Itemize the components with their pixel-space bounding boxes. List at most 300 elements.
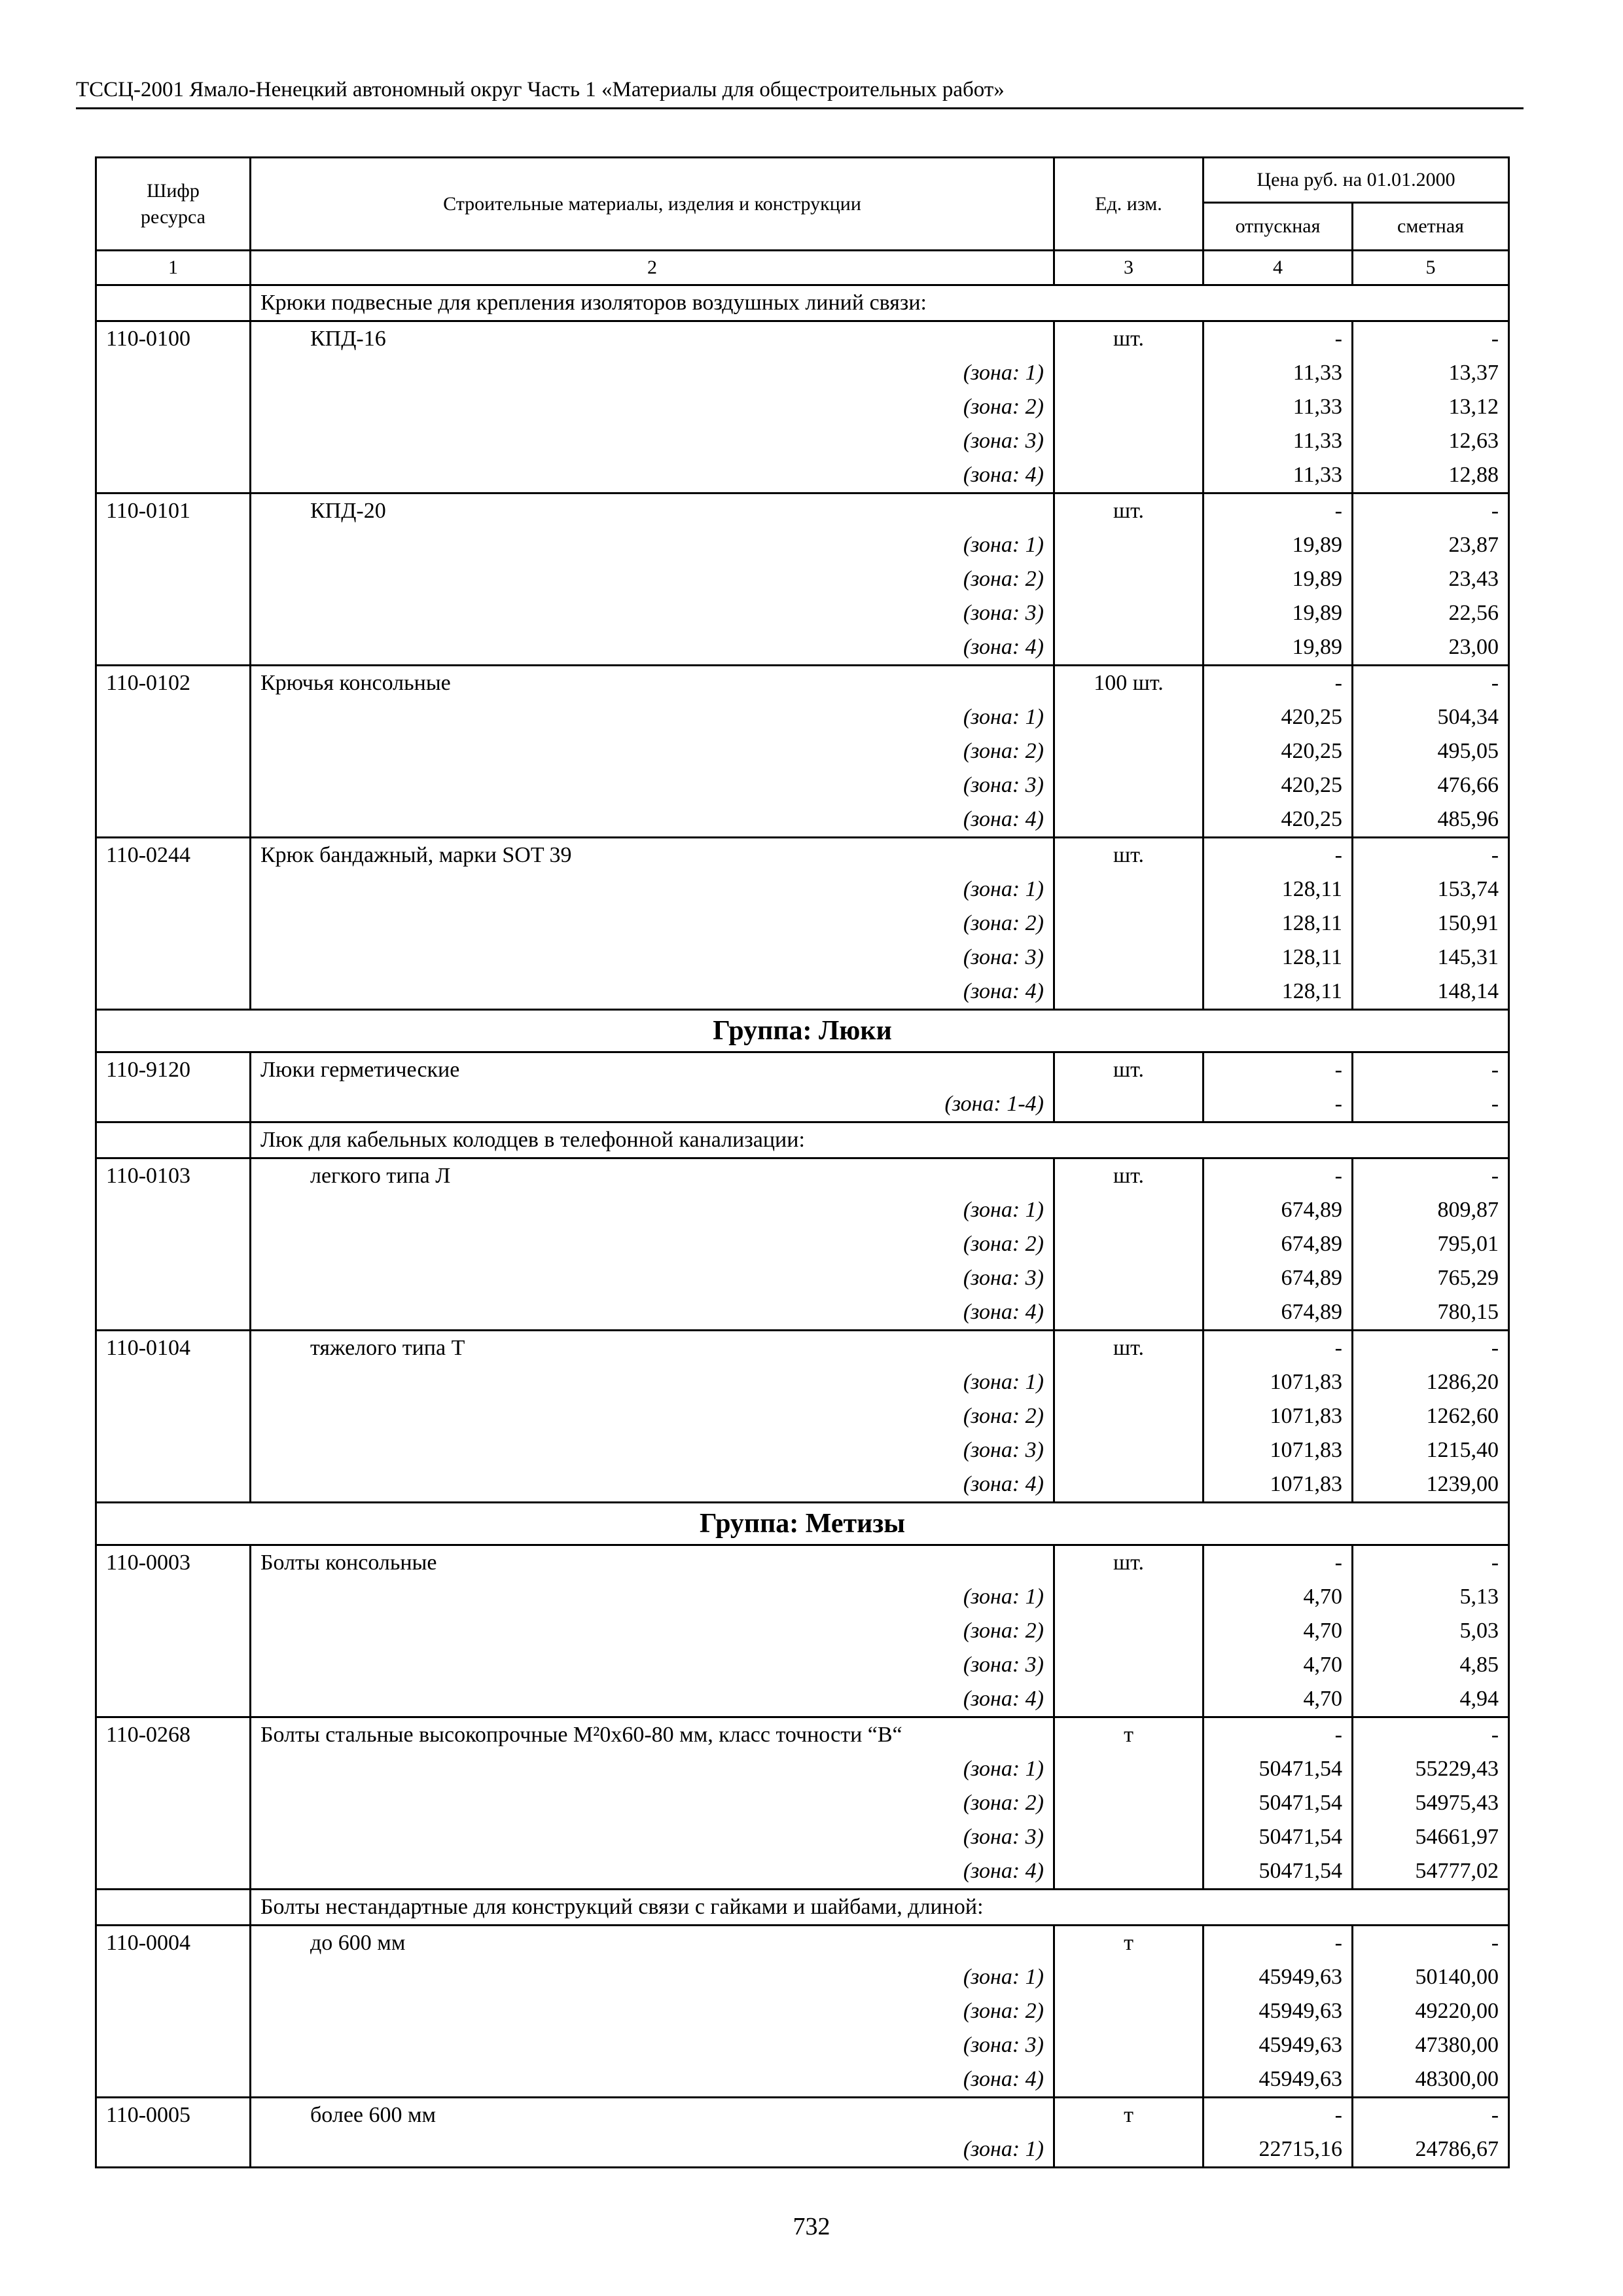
estimate-price: - <box>1353 1717 1509 1753</box>
unit-cell <box>1054 872 1204 906</box>
item-row <box>96 666 1509 701</box>
zone-label: (зона: 1) <box>251 1752 1054 1786</box>
item-row <box>96 1052 1509 1088</box>
unit-cell <box>1054 941 1204 975</box>
estimate-price: 809,87 <box>1353 1193 1509 1227</box>
column-number: 4 <box>1204 251 1353 285</box>
item-row <box>96 2098 1509 2133</box>
estimate-price: 148,14 <box>1353 975 1509 1010</box>
unit-cell <box>1054 1295 1204 1331</box>
release-price: - <box>1204 666 1353 701</box>
release-price: 19,89 <box>1204 596 1353 630</box>
unit-cell <box>1054 1467 1204 1503</box>
zone-row <box>96 734 1509 768</box>
release-price: - <box>1204 1158 1353 1194</box>
resource-code: 110-0103 <box>96 1158 251 1194</box>
unit-cell <box>1054 458 1204 493</box>
zone-row <box>96 872 1509 906</box>
zone-label: (зона: 3) <box>251 1433 1054 1467</box>
zone-row <box>96 1295 1509 1331</box>
code-cell <box>96 1122 251 1158</box>
unit-cell <box>1054 1752 1204 1786</box>
release-price: 45949,63 <box>1204 2062 1353 2098</box>
unit-cell <box>1054 2028 1204 2062</box>
zone-row <box>96 356 1509 390</box>
estimate-price: 24786,67 <box>1353 2132 1509 2168</box>
release-price: 50471,54 <box>1204 1786 1353 1820</box>
item-row <box>96 1717 1509 1753</box>
zone-row <box>96 802 1509 838</box>
code-cell <box>96 975 251 1010</box>
material-name: КПД-20 <box>251 493 1054 529</box>
unit-cell <box>1054 1786 1204 1820</box>
release-price: - <box>1204 838 1353 873</box>
code-cell <box>96 1580 251 1614</box>
unit-cell <box>1054 975 1204 1010</box>
zone-label: (зона: 4) <box>251 975 1054 1010</box>
estimate-price: 50140,00 <box>1353 1960 1509 1994</box>
column-number: 3 <box>1054 251 1204 285</box>
estimate-price: - <box>1353 1926 1509 1961</box>
group-title: Группа: Метизы <box>96 1503 1509 1545</box>
zone-row <box>96 1087 1509 1122</box>
release-price: 19,89 <box>1204 630 1353 666</box>
unit-cell <box>1054 390 1204 424</box>
zone-row <box>96 1261 1509 1295</box>
unit-cell <box>1054 1227 1204 1261</box>
zone-label: (зона: 1) <box>251 1193 1054 1227</box>
estimate-price: 54661,97 <box>1353 1820 1509 1854</box>
zone-label: (зона: 3) <box>251 1820 1054 1854</box>
release-price: 50471,54 <box>1204 1854 1353 1890</box>
code-cell <box>96 2062 251 2098</box>
zone-label: (зона: 3) <box>251 1261 1054 1295</box>
zone-row <box>96 1614 1509 1648</box>
unit-cell <box>1054 1193 1204 1227</box>
unit-cell <box>1054 630 1204 666</box>
estimate-price: 504,34 <box>1353 700 1509 734</box>
item-row <box>96 838 1509 873</box>
code-cell <box>96 872 251 906</box>
zone-label: (зона: 2) <box>251 390 1054 424</box>
release-price: 50471,54 <box>1204 1752 1353 1786</box>
group-title: Группа: Люки <box>96 1010 1509 1052</box>
column-number: 1 <box>96 251 251 285</box>
release-price: 674,89 <box>1204 1193 1353 1227</box>
resource-code: 110-0101 <box>96 493 251 529</box>
release-price: 19,89 <box>1204 562 1353 596</box>
zone-row <box>96 1433 1509 1467</box>
release-price: 674,89 <box>1204 1295 1353 1331</box>
estimate-price: 765,29 <box>1353 1261 1509 1295</box>
zone-row <box>96 562 1509 596</box>
page-header: ТССЦ-2001 Ямало-Ненецкий автономный округ Часть 1 «Материалы для общестроительных работ» <box>76 73 1524 109</box>
estimate-price: 54777,02 <box>1353 1854 1509 1890</box>
code-cell <box>96 2028 251 2062</box>
estimate-price: - <box>1353 321 1509 357</box>
zone-label: (зона: 1) <box>251 528 1054 562</box>
column-number: 5 <box>1353 251 1509 285</box>
code-cell <box>96 700 251 734</box>
zone-row <box>96 390 1509 424</box>
zone-row <box>96 2028 1509 2062</box>
zone-row <box>96 1786 1509 1820</box>
estimate-price: 1239,00 <box>1353 1467 1509 1503</box>
estimate-price: 47380,00 <box>1353 2028 1509 2062</box>
estimate-price: 54975,43 <box>1353 1786 1509 1820</box>
estimate-price: - <box>1353 1158 1509 1194</box>
zone-label: (зона: 4) <box>251 458 1054 493</box>
release-price: - <box>1204 1087 1353 1122</box>
unit-cell: т <box>1054 1717 1204 1753</box>
estimate-price: 485,96 <box>1353 802 1509 838</box>
release-price: 128,11 <box>1204 872 1353 906</box>
code-cell <box>96 1614 251 1648</box>
unit-cell <box>1054 768 1204 802</box>
release-price: 674,89 <box>1204 1227 1353 1261</box>
unit-cell <box>1054 356 1204 390</box>
release-price: - <box>1204 1052 1353 1088</box>
zone-row <box>96 1580 1509 1614</box>
material-name: Болты консольные <box>251 1545 1054 1581</box>
zone-label: (зона: 3) <box>251 2028 1054 2062</box>
unit-cell <box>1054 734 1204 768</box>
code-cell <box>96 390 251 424</box>
release-price: - <box>1204 493 1353 529</box>
code-cell <box>96 1994 251 2028</box>
zone-label: (зона: 2) <box>251 1614 1054 1648</box>
zone-label: (зона: 3) <box>251 1648 1054 1682</box>
material-name: Крючья консольные <box>251 666 1054 701</box>
unit-cell <box>1054 596 1204 630</box>
estimate-price: - <box>1353 1545 1509 1581</box>
release-price: 1071,83 <box>1204 1365 1353 1399</box>
estimate-price: - <box>1353 1087 1509 1122</box>
zone-row <box>96 1752 1509 1786</box>
group-row <box>96 1010 1509 1052</box>
zone-row <box>96 1820 1509 1854</box>
zone-row <box>96 1682 1509 1717</box>
code-cell <box>96 356 251 390</box>
estimate-price: 780,15 <box>1353 1295 1509 1331</box>
section-row <box>96 1122 1509 1158</box>
release-price: 4,70 <box>1204 1580 1353 1614</box>
code-cell <box>96 1193 251 1227</box>
zone-row <box>96 1227 1509 1261</box>
zone-row <box>96 528 1509 562</box>
estimate-price: 23,87 <box>1353 528 1509 562</box>
estimate-price: - <box>1353 666 1509 701</box>
release-price: 420,25 <box>1204 802 1353 838</box>
zone-label: (зона: 4) <box>251 802 1054 838</box>
material-name: Люки герметические <box>251 1052 1054 1088</box>
section-row <box>96 1890 1509 1926</box>
release-price: - <box>1204 1926 1353 1961</box>
item-row <box>96 493 1509 529</box>
section-title: Люк для кабельных колодцев в телефонной канализации: <box>251 1122 1509 1158</box>
estimate-price: 5,13 <box>1353 1580 1509 1614</box>
unit-cell: 100 шт. <box>1054 666 1204 701</box>
unit-cell <box>1054 528 1204 562</box>
code-cell <box>96 1227 251 1261</box>
header-unit: Ед. изм. <box>1054 158 1204 251</box>
estimate-price: 150,91 <box>1353 906 1509 941</box>
code-cell <box>96 1261 251 1295</box>
zone-label: (зона: 2) <box>251 562 1054 596</box>
estimate-price: 23,43 <box>1353 562 1509 596</box>
unit-cell <box>1054 1399 1204 1433</box>
zone-label: (зона: 2) <box>251 1994 1054 2028</box>
release-price: 45949,63 <box>1204 1960 1353 1994</box>
code-cell <box>96 1467 251 1503</box>
unit-cell <box>1054 1820 1204 1854</box>
zone-row <box>96 906 1509 941</box>
release-price: 19,89 <box>1204 528 1353 562</box>
item-row <box>96 1331 1509 1366</box>
code-cell <box>96 528 251 562</box>
code-cell <box>96 1890 251 1926</box>
zone-row <box>96 2062 1509 2098</box>
code-cell <box>96 1087 251 1122</box>
zone-row <box>96 1994 1509 2028</box>
estimate-price: 23,00 <box>1353 630 1509 666</box>
code-cell <box>96 458 251 493</box>
zone-row <box>96 458 1509 493</box>
unit-cell: шт. <box>1054 1331 1204 1366</box>
estimate-price: 13,12 <box>1353 390 1509 424</box>
release-price: 11,33 <box>1204 458 1353 493</box>
unit-cell <box>1054 1682 1204 1717</box>
release-price: 11,33 <box>1204 390 1353 424</box>
unit-cell <box>1054 1854 1204 1890</box>
estimate-price: 476,66 <box>1353 768 1509 802</box>
page-number: 732 <box>793 2213 830 2240</box>
estimate-price: - <box>1353 1052 1509 1088</box>
header-price-group: Цена руб. на 01.01.2000 <box>1204 158 1509 203</box>
estimate-price: 153,74 <box>1353 872 1509 906</box>
resource-code: 110-9120 <box>96 1052 251 1088</box>
release-price: 420,25 <box>1204 768 1353 802</box>
release-price: 4,70 <box>1204 1682 1353 1717</box>
release-price: 45949,63 <box>1204 1994 1353 2028</box>
release-price: 1071,83 <box>1204 1467 1353 1503</box>
estimate-price: 12,63 <box>1353 424 1509 458</box>
code-cell <box>96 1365 251 1399</box>
release-price: 1071,83 <box>1204 1433 1353 1467</box>
estimate-price: 1262,60 <box>1353 1399 1509 1433</box>
unit-cell: шт. <box>1054 321 1204 357</box>
release-price: 420,25 <box>1204 700 1353 734</box>
code-cell <box>96 1786 251 1820</box>
unit-cell <box>1054 2132 1204 2168</box>
unit-cell: т <box>1054 2098 1204 2133</box>
resource-code: 110-0268 <box>96 1717 251 1753</box>
resource-code: 110-0102 <box>96 666 251 701</box>
estimate-price: 4,94 <box>1353 1682 1509 1717</box>
estimate-price: 13,37 <box>1353 356 1509 390</box>
zone-row <box>96 768 1509 802</box>
code-cell <box>96 1433 251 1467</box>
unit-cell: шт. <box>1054 838 1204 873</box>
release-price: 22715,16 <box>1204 2132 1353 2168</box>
zone-row <box>96 2132 1509 2168</box>
unit-cell <box>1054 1960 1204 1994</box>
material-name: до 600 мм <box>251 1926 1054 1961</box>
zone-label: (зона: 2) <box>251 1786 1054 1820</box>
unit-cell <box>1054 1648 1204 1682</box>
release-price: 128,11 <box>1204 975 1353 1010</box>
code-cell <box>96 1854 251 1890</box>
estimate-price: - <box>1353 1331 1509 1366</box>
release-price: - <box>1204 1717 1353 1753</box>
unit-cell: шт. <box>1054 493 1204 529</box>
zone-label: (зона: 3) <box>251 596 1054 630</box>
price-table <box>95 156 1510 2168</box>
item-row <box>96 1545 1509 1581</box>
estimate-price: 1215,40 <box>1353 1433 1509 1467</box>
unit-cell <box>1054 802 1204 838</box>
header-code: Шифр ресурса <box>96 158 251 251</box>
resource-code: 110-0004 <box>96 1926 251 1961</box>
code-cell <box>96 1682 251 1717</box>
section-row <box>96 285 1509 321</box>
zone-label: (зона: 4) <box>251 2062 1054 2098</box>
release-price: 50471,54 <box>1204 1820 1353 1854</box>
estimate-price: 5,03 <box>1353 1614 1509 1648</box>
zone-label: (зона: 3) <box>251 941 1054 975</box>
item-row <box>96 1158 1509 1194</box>
zone-label: (зона: 1) <box>251 1580 1054 1614</box>
column-number: 2 <box>251 251 1054 285</box>
release-price: - <box>1204 1331 1353 1366</box>
zone-label: (зона: 1) <box>251 700 1054 734</box>
release-price: 4,70 <box>1204 1648 1353 1682</box>
release-price: 11,33 <box>1204 356 1353 390</box>
unit-cell <box>1054 1614 1204 1648</box>
code-cell <box>96 802 251 838</box>
zone-label: (зона: 4) <box>251 1295 1054 1331</box>
unit-cell <box>1054 424 1204 458</box>
material-name: легкого типа Л <box>251 1158 1054 1194</box>
header-estimate-price: сметная <box>1353 203 1509 251</box>
code-cell <box>96 424 251 458</box>
estimate-price: 55229,43 <box>1353 1752 1509 1786</box>
estimate-price: 48300,00 <box>1353 2062 1509 2098</box>
zone-label: (зона: 3) <box>251 424 1054 458</box>
release-price: 128,11 <box>1204 906 1353 941</box>
zone-label: (зона: 4) <box>251 1467 1054 1503</box>
estimate-price: - <box>1353 493 1509 529</box>
code-cell <box>96 1752 251 1786</box>
estimate-price: - <box>1353 2098 1509 2133</box>
release-price: 674,89 <box>1204 1261 1353 1295</box>
release-price: 1071,83 <box>1204 1399 1353 1433</box>
estimate-price: 4,85 <box>1353 1648 1509 1682</box>
estimate-price: 495,05 <box>1353 734 1509 768</box>
zone-row <box>96 941 1509 975</box>
zone-label: (зона: 2) <box>251 906 1054 941</box>
zone-label: (зона: 3) <box>251 768 1054 802</box>
code-cell <box>96 906 251 941</box>
estimate-price: - <box>1353 838 1509 873</box>
release-price: - <box>1204 321 1353 357</box>
unit-cell: шт. <box>1054 1158 1204 1194</box>
resource-code: 110-0005 <box>96 2098 251 2133</box>
header-name: Строительные материалы, изделия и конструкции <box>251 158 1054 251</box>
release-price: 128,11 <box>1204 941 1353 975</box>
zone-row <box>96 1399 1509 1433</box>
code-cell <box>96 1960 251 1994</box>
estimate-price: 1286,20 <box>1353 1365 1509 1399</box>
resource-code: 110-0003 <box>96 1545 251 1581</box>
estimate-price: 12,88 <box>1353 458 1509 493</box>
zone-row <box>96 1193 1509 1227</box>
code-cell <box>96 1648 251 1682</box>
header-release-price: отпускная <box>1204 203 1353 251</box>
zone-label: (зона: 2) <box>251 1399 1054 1433</box>
code-cell <box>96 596 251 630</box>
item-row <box>96 321 1509 357</box>
resource-code: 110-0104 <box>96 1331 251 1366</box>
estimate-price: 49220,00 <box>1353 1994 1509 2028</box>
code-cell <box>96 630 251 666</box>
code-cell <box>96 285 251 321</box>
zone-row <box>96 1365 1509 1399</box>
unit-cell <box>1054 2062 1204 2098</box>
unit-cell <box>1054 1580 1204 1614</box>
code-cell <box>96 2132 251 2168</box>
unit-cell <box>1054 1365 1204 1399</box>
zone-label: (зона: 1) <box>251 872 1054 906</box>
material-name: Болты стальные высокопрочные М²0х60-80 мм, класс точности “В“ <box>251 1717 1054 1753</box>
zone-row <box>96 975 1509 1010</box>
unit-cell <box>1054 1433 1204 1467</box>
estimate-price: 145,31 <box>1353 941 1509 975</box>
zone-label: (зона: 4) <box>251 1682 1054 1717</box>
zone-label: (зона: 1) <box>251 356 1054 390</box>
group-row <box>96 1503 1509 1545</box>
material-name: более 600 мм <box>251 2098 1054 2133</box>
unit-cell <box>1054 700 1204 734</box>
code-cell <box>96 562 251 596</box>
code-cell <box>96 941 251 975</box>
material-name: тяжелого типа Т <box>251 1331 1054 1366</box>
zone-label: (зона: 1) <box>251 2132 1054 2168</box>
code-cell <box>96 1820 251 1854</box>
item-row <box>96 1926 1509 1961</box>
zone-row <box>96 630 1509 666</box>
code-cell <box>96 734 251 768</box>
release-price: 45949,63 <box>1204 2028 1353 2062</box>
zone-row <box>96 596 1509 630</box>
material-name: КПД-16 <box>251 321 1054 357</box>
zone-row <box>96 1648 1509 1682</box>
resource-code: 110-0244 <box>96 838 251 873</box>
code-cell <box>96 1399 251 1433</box>
zone-label: (зона: 4) <box>251 1854 1054 1890</box>
release-price: 4,70 <box>1204 1614 1353 1648</box>
zone-label: (зона: 1) <box>251 1960 1054 1994</box>
unit-cell <box>1054 906 1204 941</box>
release-price: 420,25 <box>1204 734 1353 768</box>
release-price: - <box>1204 1545 1353 1581</box>
code-cell <box>96 1295 251 1331</box>
zone-label: (зона: 4) <box>251 630 1054 666</box>
zone-row <box>96 424 1509 458</box>
zone-row <box>96 1467 1509 1503</box>
resource-code: 110-0100 <box>96 321 251 357</box>
material-name: Крюк бандажный, марки SOT 39 <box>251 838 1054 873</box>
